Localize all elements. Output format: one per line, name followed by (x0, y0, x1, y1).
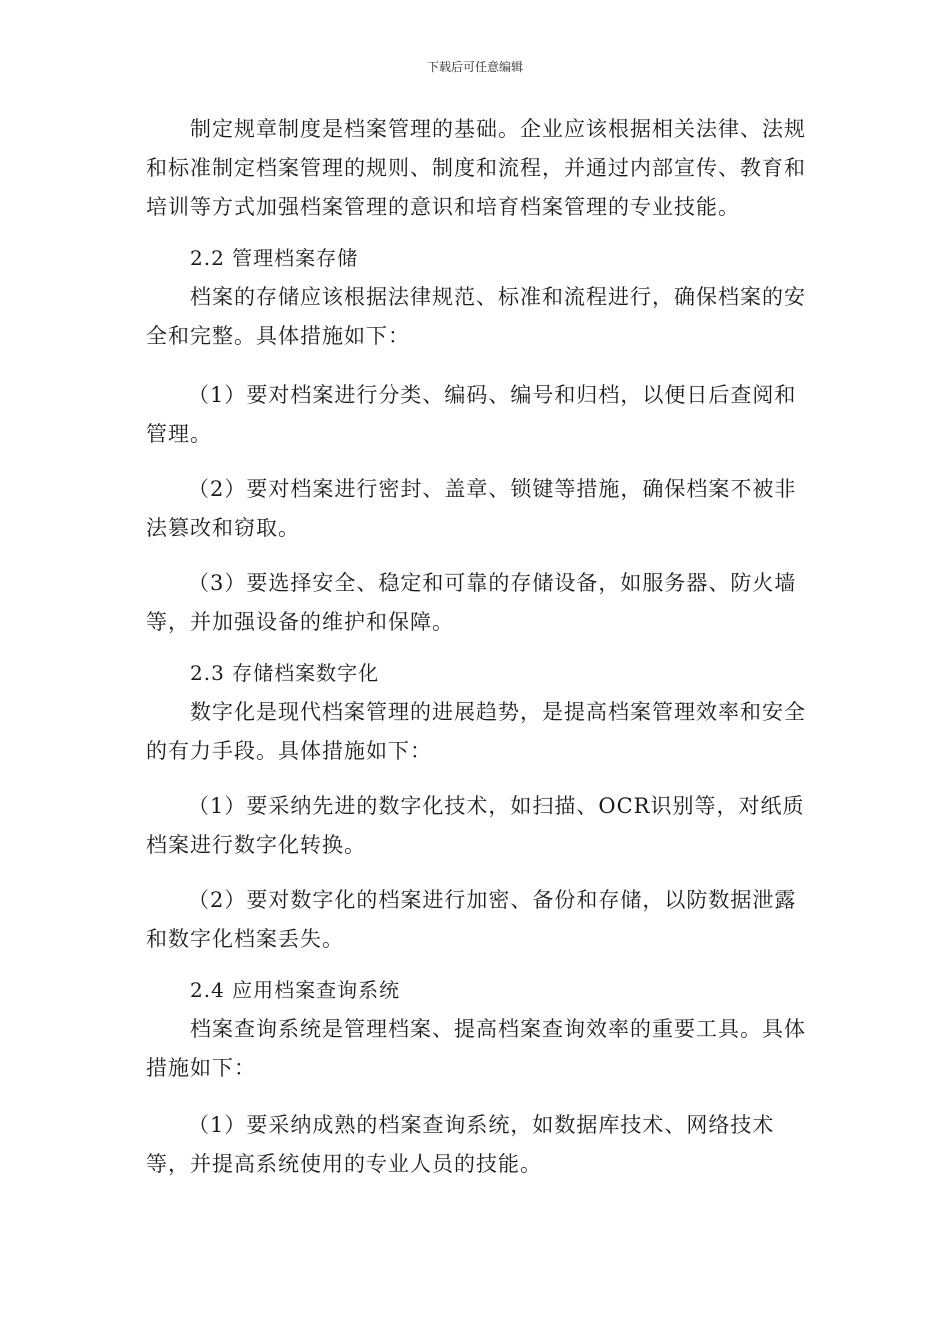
heading-2-3: 2.3 存储档案数字化 (190, 661, 380, 685)
list-item-storage-2: （2）要对档案进行密封、盖章、锁键等措施，确保档案不被非法篡改和窃取。 (146, 477, 797, 540)
heading-2-4: 2.4 应用档案查询系统 (190, 978, 401, 1002)
paragraph-storage-intro: 档案的存储应该根据法律规范、标准和流程进行，确保档案的安全和完整。具体措施如下： (146, 285, 806, 348)
list-item-storage-3: （3）要选择安全、稳定和可靠的存储设备，如服务器、防火墙等，并加强设备的维护和保障。 (146, 571, 797, 634)
page-header-note: 下载后可任意编辑 (426, 60, 523, 74)
paragraph-regulations: 制定规章制度是档案管理的基础。企业应该根据相关法律、法规和标准制定档案管理的规则、制度和流程，并通过内部宣传、教育和培训等方式加强档案管理的意识和培育档案管理的专业技能。 (146, 117, 806, 219)
heading-2-2: 2.2 管理档案存储 (190, 246, 359, 270)
document-body (146, 110, 806, 1184)
list-item-storage-1: （1）要对档案进行分类、编码、编号和归档，以便日后查阅和管理。 (146, 383, 797, 446)
list-item-digitization-2: （2）要对数字化的档案进行加密、备份和存储，以防数据泄露和数字化档案丢失。 (146, 888, 797, 951)
paragraph-query-intro: 档案查询系统是管理档案、提高档案查询效率的重要工具。具体措施如下： (146, 1017, 806, 1080)
paragraph-digitization-intro: 数字化是现代档案管理的进展趋势，是提高档案管理效率和安全的有力手段。具体措施如下： (146, 700, 806, 763)
list-item-query-1: （1）要采纳成熟的档案查询系统，如数据库技术、网络技术等，并提高系统使用的专业人员的技能。 (146, 1113, 775, 1176)
list-item-digitization-1: （1）要采纳先进的数字化技术，如扫描、OCR识别等，对纸质档案进行数字化转换。 (146, 794, 805, 857)
